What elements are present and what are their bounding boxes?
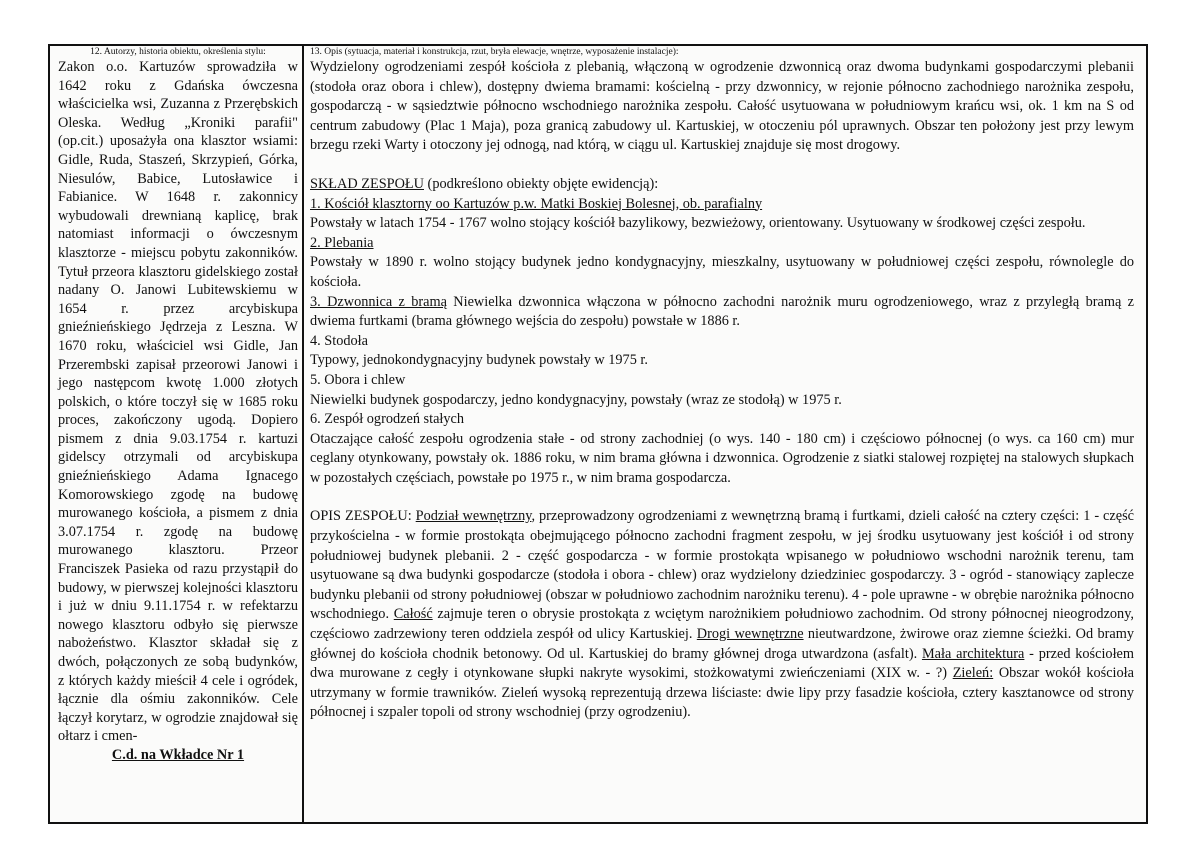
item-2-text: Powstały w 1890 r. wolno stojący budynek jedno kondygnacyjny, mieszkalny, usytuowany w południowej części zespołu, równolegle do kościoła.: [310, 254, 1134, 290]
record-sheet: [48, 44, 1148, 824]
sklad-heading: [310, 175, 1134, 195]
item-5-text: Niewielki budynek gospodarczy, jedno kondygnacyjny, powstały (wraz ze stodołą) w 1975 r.: [310, 391, 842, 408]
opis-paragraph: OPIS ZESPOŁU: Podział wewnętrzny, przeprowadzony ogrodzeniami z wewnętrzną bramą i furtkami, dzieli całość na cztery części: 1 - część przykościelna - w formie prostokąta obejmującego północno zachodni fragment zespołu, w jej środku usytuowany jest kościół i od strony południowej budynek plebanii. 2 - część gospodarcza - w formie prostokąta wpisanego w południowo wschodni narożnik terenu, tam usytuowane są dwa budynki gospodarcze (stodoła i obora - chlew) oraz wydzielony dziedziniec gospodarczy. 3 - ogród - stanowiący zaplecze budynku plebanii od strony południowej (obszar w południowo zachodnim narożniku terenu). 4 - pole uprawne - w obrębie narożnika północno wschodniego. Całość zajmuje teren o obrysie prostokąta z wciętym narożnikiem południowo zachodnim. Od strony północnej nieogrodzony, częściowo zadrzewiony teren oddziela zespół od ulicy Kartuskiej. Drogi wewnętrzne nieutwardzone, żwirowe oraz ziemne ścieżki. Od bramy głównej do kościoła chodnik betonowy. Od ul. Kartuskiej do bramy głównej droga utwardzona (asfalt). Mała architektura - przed kościołem dwa murowane z cegły i otynkowane słupki nakryte wysokimi, stożkowatymi zwieńczeniami (XIX w. - ?) Zieleń: Obszar wokół kościoła utrzymany w formie trawników. Zieleń wysoką reprezentują drzewa liściaste: dwie lipy przy fasadzie kościoła, cztery kasztanowce od strony północnej i szpaler topoli od strony wschodniej (przy ogrodzeniu).: [310, 508, 1135, 721]
history-text: Zakon o.o. Kartuzów sprowadziła w 1642 roku z Gdańska ówczesna właścicielka wsi, Zuzanna z Przerębskich Oleska. Według „Kroniki parafii" (op.cit.) uposażyła ona klasztor wsiami: Gidle, Ruda, Staszeń, Skrzypień, Górka, Niesulów, Babice, Lutosławice i Fabianice. W 1648 r. zakonnicy wybudowali drewnianą kaplicę, brak natomiast informacji o ówczesnym klasztorze - miejscu pobytu zakonników. Tytuł przeora klasztoru gidelskiego został nadany O. Janowi Lubitewskiemu w 1654 r. przez arcybiskupa gnieźnieńskiego Jędrzeja z Leszna. W 1670 roku, właściciel wsi Gidle, Jan Przerembski zapisał przeorowi Janowi i jego następcom kwotę 1.000 złotych polskich, o które toczył się w 1685 roku proces, zakończony ugodą. Dopiero pismem z dnia 9.03.1754 r. kartuzi gidelscy otrzymali od arcybiskupa gnieźnieńskiego Adama Ignacego Komorowskiego zgodę na budowę murowanego kościoła, a pismem z dnia 3.07.1754 r. zgodę na budowę murowanego klasztoru. Przeor Franciszek Pasieka od razu przystąpił do budowy, w pierwszej kolejności klasztoru i już w dniu 9.11.1754 r. w refektarzu nowego klasztoru odbyło się pierwsze nabożeństwo. Klasztor składał się z dwóch, połączonych ze sobą budynków, z których każdy mieścił 4 cele i ogródek, łącznie dla ośmiu zakonników. Cele łączył korytarz, w ogrodzie znajdował się ołtarz i cmen-: [58, 59, 298, 745]
drogi-label: Drogi wewnętrzne: [696, 626, 804, 643]
calosc-label: Całość: [393, 606, 433, 623]
item-6-text: Otaczające całość zespołu ogrodzenia stałe - od strony zachodniej (o wys. 140 - 180 cm) i częściowo północnej (o wys. ca 160 cm) mur ceglany otynkowany, powstały ok. 1886 roku, w nim brama główna i dzwonnica. Ogrodzenie z siatki stalowej rozpiętej na stalowych słupkach w pozostałych częściach, powstałe po 1975 r., w nim brama gospodarcza.: [310, 430, 1134, 486]
item-1-title: 1. Kościół klasztorny oo Kartuzów p.w. Matki Boskiej Bolesnej, ob. parafialny: [310, 195, 763, 212]
opis-title: OPIS ZESPOŁU:: [310, 508, 412, 525]
continued-note: C.d. na Wkładce Nr 1: [111, 746, 245, 763]
intro-paragraph: Wydzielony ogrodzeniami zespół kościoła z plebanią, włączoną w ogrodzenie dzwonnicą oraz dwoma budynkami gospodarczymi plebanii (stodoła oraz obora i chlew), dostępny dwiema bramami: kościelną - przy dzwonnicy, w rejonie północno zachodniego narożnika zespołu, gospodarczą - w sąsiedztwie północno wschodniego narożnika zespołu. Całość usytuowana w południowym krańcu wsi, ok. 1 km na S od centrum zabudowy (Plac 1 Maja), poza granicą zabudowy ul. Kartuskiej, w otoczeniu pól uprawnych. Obszar ten położony jest przy lewym brzegu rzeki Warty i otoczony jej odnogą, nad którą, w ciągu ul. Kartuskiej znajduje się most drogowy.: [310, 59, 1134, 154]
sklad-title: SKŁAD ZESPOŁU: [310, 175, 424, 192]
mala-architektura-label: Mała architektura: [921, 645, 1025, 662]
item-5-title: 5. Obora i chlew: [310, 371, 406, 388]
item-3-title: 3. Dzwonnica z bramą: [310, 293, 447, 310]
item-3-text: Niewielka dzwonnica włączona w północno zachodni narożnik muru ogrodzeniowego, wraz z przyległą bramą z dwiema furtkami (brama głównego wejścia do zespołu) powstałe w 1886 r.: [310, 293, 1134, 330]
description-header: 13. Opis (sytuacja, materiał i konstrukcja, rzut, bryła elewacje, wnętrze, wyposażenie instalacje):: [310, 47, 679, 57]
history-column: [50, 46, 304, 822]
item-3: [310, 293, 1134, 332]
item-4-text: Typowy, jednokondygnacyjny budynek powstały w 1975 r.: [310, 352, 648, 369]
description-column: [304, 46, 1146, 822]
item-1-text: Powstały w latach 1754 - 1767 wolno stojący kościół bazylikowy, bezwieżowy, orientowany. Usytuowany w środkowej części zespołu.: [310, 215, 1086, 232]
item-4-title: 4. Stodoła: [310, 332, 368, 349]
podzial-label: Podział wewnętrzny: [415, 508, 532, 525]
item-6-title: 6. Zespół ogrodzeń stałych: [310, 411, 465, 428]
zielen-label: Zieleń:: [952, 665, 994, 682]
item-2-title: 2. Plebania: [310, 234, 374, 251]
history-header: 12. Autorzy, historia obiektu, określenia stylu:: [90, 47, 266, 57]
sklad-note: (podkreślono obiekty objęte ewidencją):: [423, 175, 659, 192]
